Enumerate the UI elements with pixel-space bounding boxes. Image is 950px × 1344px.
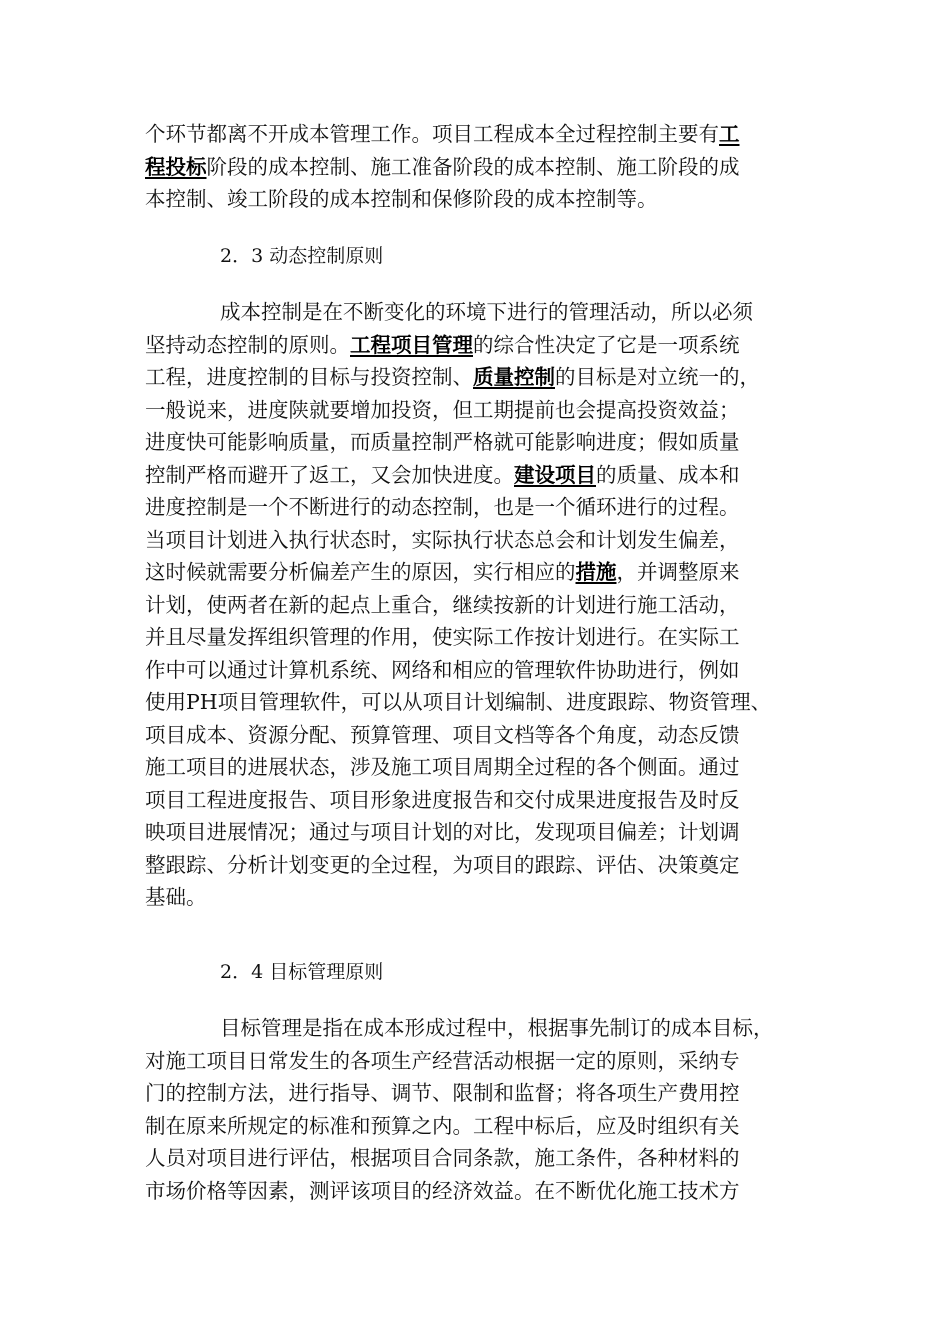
text-line bbox=[145, 621, 825, 654]
text-run: 进度控制是一个不断进行的动态控制，也是一个循环进行的过程。 bbox=[145, 495, 740, 519]
text-line bbox=[145, 118, 825, 151]
text-line bbox=[145, 1077, 825, 1110]
text-run: 这时候就需要分析偏差产生的原因，实行相应的 bbox=[145, 560, 576, 584]
text-run: 市场价格等因素，测评该项目的经济效益。在不断优化施工技术方 bbox=[145, 1178, 740, 1203]
text-line bbox=[145, 1175, 825, 1208]
text-run: 成本控制是在不断变化的环境下进行的管理活动，所以必须 bbox=[220, 300, 753, 324]
text-run: 制在原来所规定的标准和预算之内。工程中标后，应及时组织有关 bbox=[145, 1113, 740, 1138]
text-run: 映项目进展情况；通过与项目计划的对比，发现项目偏差；计划调 bbox=[145, 820, 740, 844]
text-line bbox=[145, 751, 825, 784]
keyword-link[interactable]: 建设项目 bbox=[514, 462, 596, 487]
keyword-link[interactable]: 程投标 bbox=[145, 154, 207, 179]
text-line bbox=[145, 556, 825, 589]
text-run: 项目工程进度报告、项目形象进度报告和交付成果进度报告及时反 bbox=[145, 787, 740, 812]
text-run: 控制严格而避开了返工，又会加快进度。 bbox=[145, 462, 514, 487]
text-run: 工程，进度控制的目标与投资控制、 bbox=[145, 365, 473, 389]
text-line bbox=[145, 151, 825, 184]
text-run: 一般说来，进度陕就要增加投资，但工期提前也会提高投资效益； bbox=[145, 397, 740, 422]
section-heading-2-4: 2．4 目标管理原则 bbox=[220, 961, 384, 983]
text-line bbox=[145, 1142, 825, 1175]
text-line bbox=[145, 1045, 825, 1078]
text-run: 本控制、竣工阶段的成本控制和保修阶段的成本控制等。 bbox=[145, 187, 658, 211]
text-line bbox=[145, 426, 825, 459]
text-run: 阶段的成本控制、施工准备阶段的成本控制、施工阶段的成 bbox=[206, 154, 740, 179]
text-run: 对施工项目日常发生的各项生产经营活动根据一定的原则，采纳专 bbox=[145, 1048, 740, 1073]
keyword-link[interactable]: 工程项目管理 bbox=[350, 332, 473, 357]
text-run: 作中可以通过计算机系统、网络和相应的管理软件协助进行，例如 bbox=[145, 657, 740, 682]
text-run: 门的控制方法，进行指导、调节、限制和监督；将各项生产费用控 bbox=[145, 1081, 740, 1105]
keyword-link[interactable]: 工 bbox=[719, 122, 740, 146]
paragraph-target-management bbox=[145, 1012, 825, 1207]
text-run: 基础。 bbox=[145, 885, 207, 909]
text-run: 的综合性决定了它是一项系统 bbox=[473, 332, 740, 357]
paragraph-cost-process bbox=[145, 118, 825, 216]
text-run: 整跟踪、分析计划变更的全过程，为项目的跟踪、评估、决策奠定 bbox=[145, 852, 740, 877]
text-line bbox=[145, 784, 825, 817]
text-line bbox=[145, 881, 825, 914]
text-line bbox=[145, 361, 825, 394]
text-run: 的质量、成本和 bbox=[596, 462, 740, 487]
text-line bbox=[145, 183, 825, 216]
text-run: 坚持动态控制的原则。 bbox=[145, 332, 350, 357]
text-line bbox=[145, 686, 825, 719]
text-run: 使用PH项目管理软件，可以从项目计划编制、进度跟踪、物资管理、 bbox=[145, 690, 772, 714]
text-run: 个环节都离不开成本管理工作。项目工程成本全过程控制主要有 bbox=[145, 122, 719, 146]
text-line bbox=[145, 719, 825, 752]
text-line bbox=[145, 491, 825, 524]
text-run: 项目成本、资源分配、预算管理、项目文档等各个角度，动态反馈 bbox=[145, 722, 740, 747]
paragraph-dynamic-control bbox=[145, 296, 825, 914]
text-run: 人员对项目进行评估，根据项目合同条款，施工条件，各种材料的 bbox=[145, 1146, 740, 1170]
keyword-link[interactable]: 质量控制 bbox=[473, 365, 555, 389]
text-run: 施工项目的进展状态，涉及施工项目周期全过程的各个侧面。通过 bbox=[145, 755, 740, 779]
text-line bbox=[145, 654, 825, 687]
text-line bbox=[145, 524, 825, 557]
text-run: 当项目计划进入执行状态时，实际执行状态总会和计划发生偏差， bbox=[145, 527, 740, 552]
text-line bbox=[145, 589, 825, 622]
text-line bbox=[145, 1110, 825, 1143]
text-line bbox=[145, 296, 825, 329]
text-run: 进度快可能影响质量，而质量控制严格就可能影响进度；假如质量 bbox=[145, 430, 740, 454]
text-line bbox=[145, 459, 825, 492]
text-run: 目标管理是指在成本形成过程中，根据事先制订的成本目标， bbox=[220, 1016, 774, 1040]
text-line bbox=[145, 329, 825, 362]
text-run: 并且尽量发挥组织管理的作用，使实际工作按计划进行。在实际工 bbox=[145, 625, 740, 649]
text-run: 计划，使两者在新的起点上重合，继续按新的计划进行施工活动， bbox=[145, 592, 740, 617]
text-line bbox=[145, 849, 825, 882]
keyword-link[interactable]: 措施 bbox=[575, 560, 617, 584]
text-line bbox=[145, 816, 825, 849]
text-line bbox=[145, 1012, 825, 1045]
section-heading-2-3: 2．3 动态控制原则 bbox=[220, 245, 384, 267]
text-run: 的目标是对立统一的， bbox=[555, 365, 760, 389]
text-run: ，并调整原来 bbox=[616, 560, 740, 584]
text-line bbox=[145, 394, 825, 427]
